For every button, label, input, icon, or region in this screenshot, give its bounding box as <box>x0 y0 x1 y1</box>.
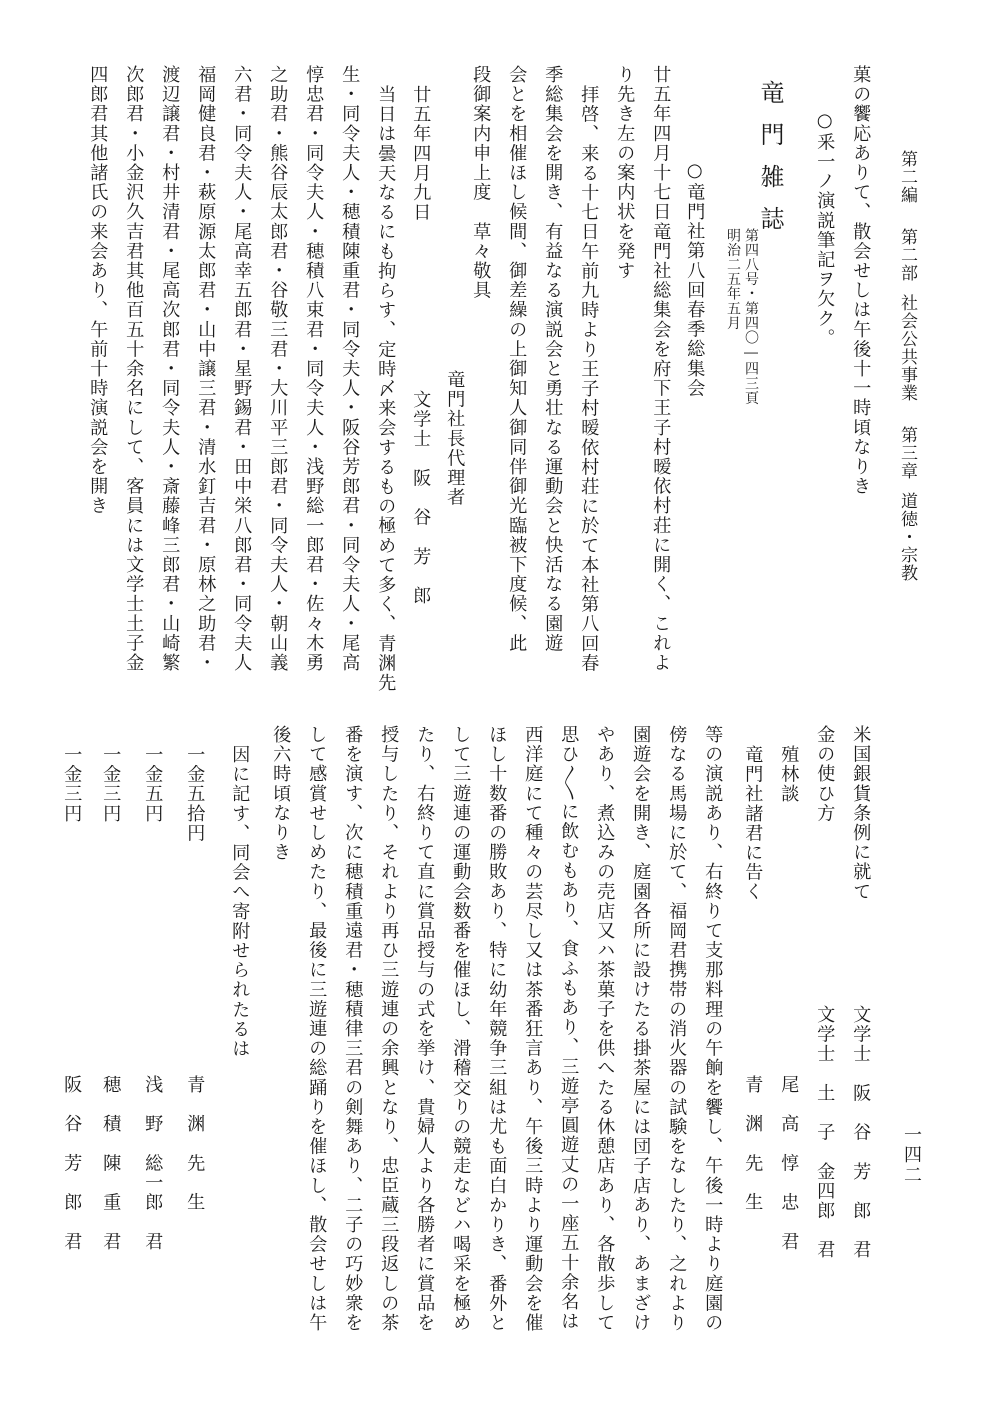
text-line: して三遊連の運動会数番を催ほし、滑稽交りの競走などハ喝采を極め <box>450 725 472 1333</box>
text-line: ほし十数番の勝敗あり、特に幼年競争三組は尤も面白かりき、番外と <box>486 725 508 1333</box>
text-line: 廿五年四月十七日竜門社総集会を府下王子村暧依村荘に開く、これよ <box>650 65 672 673</box>
donation-amount: 一金五円 <box>142 745 164 824</box>
text-line: 当日は曇天なるにも拘らす、定時〆来会するもの極めて多く、青渊先 <box>375 85 397 693</box>
source-ref: 第四八号・第四〇―四三頁 <box>743 228 759 406</box>
lecture-title: 金の使ひ方 <box>814 725 836 823</box>
text-line: り先き左の案内状を発す <box>614 65 636 281</box>
header-chapter: 第三章 <box>897 426 917 480</box>
text-line: 等の演説あり、右終りて支那料理の午餉を饗し、午後一時より庭園の <box>702 725 724 1333</box>
lecture-title: 米国銀貨条例に就て <box>850 725 872 902</box>
source-date: 明治二五年五月 <box>725 228 741 331</box>
text-line: 因に記す、同会へ寄附せられたるは <box>229 745 251 1059</box>
letter-line: 段御案内申上度 草々敬具 <box>470 65 492 301</box>
text-line: 次郎君・小金沢久吉君其他百五十余名にして、客員には文学士土子金 <box>123 65 145 673</box>
text-line: 後六時頃なりき <box>270 725 292 863</box>
section-heading: ○竜門社第八回春季総集会 <box>684 160 706 398</box>
text-line: 之助君・熊谷辰太郎君・谷敬三君・大川平三郎君・同令夫人・朝山義 <box>267 65 289 673</box>
donation-donor: 浅 野 総一郎 君 <box>142 1075 164 1252</box>
letter-date: 廿五年四月九日 <box>410 85 432 223</box>
lecture-title: 殖林談 <box>778 745 800 804</box>
text-line: 思ひ〳〵に飲むもあり、食ふもあり、三遊亭圓遊丈の一座五十余名は <box>558 725 580 1332</box>
donation-amount: 一金三円 <box>100 745 122 824</box>
header-bu: 第二部 <box>897 228 917 282</box>
lecture-speaker: 文学士 土 子 金四郎 君 <box>814 1005 836 1260</box>
text-line: 渡辺譲君・村井清君・尾高次郎君・同令夫人・斎藤峰三郎君・山崎繁 <box>159 65 181 673</box>
text-line: ○釆一ノ演説筆記ヲ欠ク。 <box>814 110 836 348</box>
signatory-name: 文学士 阪 谷 芳 郎 <box>410 390 432 606</box>
text-line: 傍なる馬場に於て、福岡君携帯の消火器の試験をなしたり、之れより <box>666 725 688 1333</box>
text-line: 菓の饗応ありて、散会せしは午後十一時頃なりき <box>850 65 872 497</box>
text-line: 六君・同令夫人・尾高幸五郎君・星野錫君・田中栄八郎君・同令夫人 <box>231 65 253 673</box>
signatory-title: 竜門社長代理者 <box>444 370 466 508</box>
text-line: して感賞せしめたり、最後に三遊連の総踊りを催ほし、散会せしは午 <box>306 725 328 1333</box>
text-line: 授与したり、それより再ひ三遊連の余興となり、忠臣蔵三段返しの茶 <box>378 725 400 1333</box>
donation-amount: 一金三円 <box>61 745 83 824</box>
letter-line: 会とを相催ほし候間、御差繰の上御知人御同伴御光臨被下度候、此 <box>506 65 528 653</box>
text-line: 西洋庭にて種々の芸尽し又は茶番狂言あり、午後三時より運動会を催 <box>522 725 544 1333</box>
text-line: 番を演す、次に穂積重遠君・穂積律三君の剣舞あり、二子の巧妙衆を <box>342 725 364 1333</box>
article-title: 竜門雑誌 <box>756 80 784 248</box>
header-hen: 第二編 <box>897 150 917 204</box>
running-header <box>898 150 915 582</box>
text-line: たり、右終りて直に賞品授与の式を挙け、貴婦人より各勝者に賞品を <box>414 725 436 1333</box>
lecture-speaker: 青 渊 先 生 <box>742 1075 764 1213</box>
donation-donor: 阪 谷 芳 郎 君 <box>61 1075 83 1252</box>
text-line: やあり、煮込みの売店又ハ茶菓子を供へたる休憩店あり、各散歩して <box>594 725 616 1333</box>
lecture-speaker: 文学士 阪 谷 芳 郎 君 <box>850 1005 872 1260</box>
text-line: 園遊会を開き、庭園各所に設けたる掛茶屋には団子店あり、あまざけ <box>630 725 652 1333</box>
donation-donor: 青 渊 先 生 <box>184 1075 206 1213</box>
lecture-title: 竜門社諸君に告く <box>742 745 764 902</box>
text-line: 四郎君其他諸氏の来会あり、午前十時演説会を開き <box>87 65 109 516</box>
text-line: 福岡健良君・萩原源太郎君・山中譲三君・清水釘吉君・原林之助君・ <box>195 65 217 673</box>
header-topic: 社会公共事業 <box>897 294 917 402</box>
header-section: 道徳・宗教 <box>897 492 917 582</box>
donation-amount: 一金五拾円 <box>184 745 206 843</box>
text-line: 惇忠君・同令夫人・穂積八束君・同令夫人・浅野総一郎君・佐々木勇 <box>303 65 325 673</box>
letter-line: 季総集会を開き、有益なる演説会と勇壮なる運動会と快活なる園遊 <box>542 65 564 653</box>
page-number: 一四二 <box>901 1125 922 1185</box>
donation-donor: 穂 積 陳 重 君 <box>100 1075 122 1252</box>
letter-line: 拝啓、来る十七日午前九時より王子村暧依村荘に於て本社第八回春 <box>578 85 600 673</box>
lecture-speaker: 尾 高 惇 忠 君 <box>778 1075 800 1252</box>
text-line: 生・同令夫人・穂積陳重君・同令夫人・阪谷芳郎君・同令夫人・尾高 <box>339 65 361 673</box>
